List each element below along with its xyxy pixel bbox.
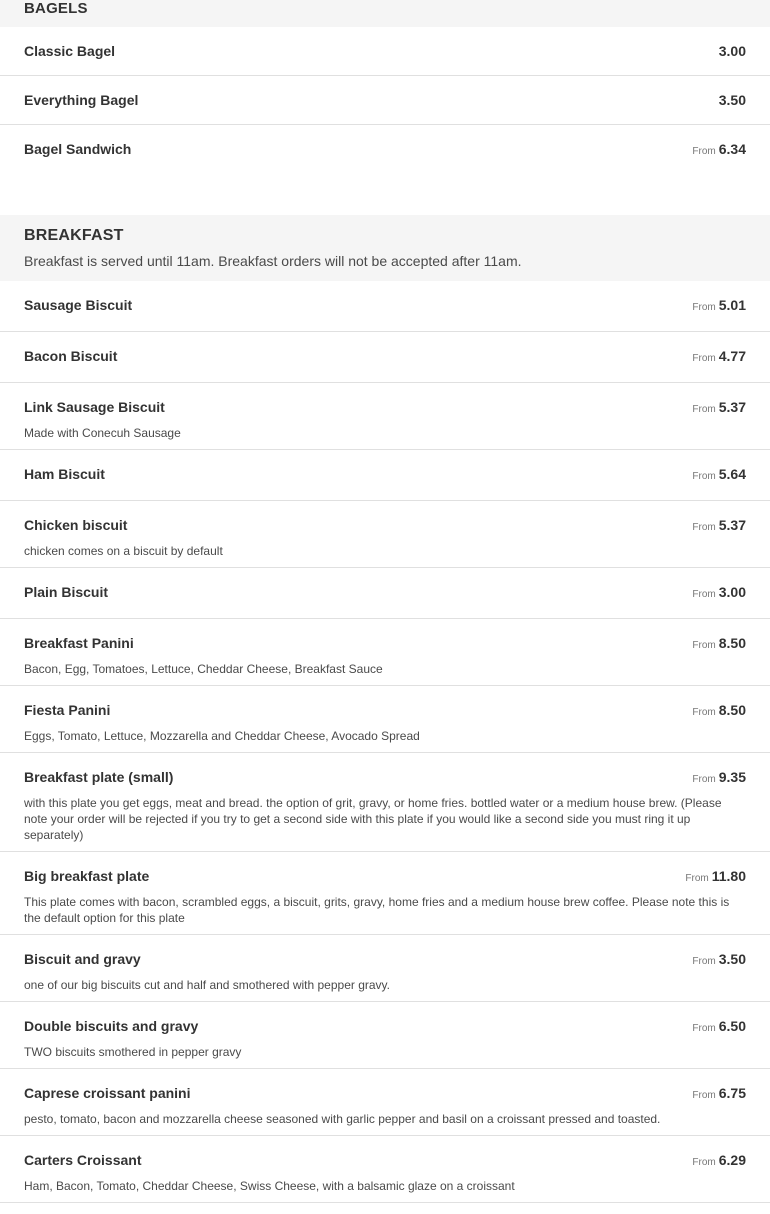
item-price <box>692 769 746 787</box>
menu-item[interactable] <box>0 76 770 125</box>
item-name: Caprese croissant panini <box>24 1085 191 1101</box>
menu-item[interactable] <box>0 125 770 215</box>
item-name: Biscuit and gravy <box>24 951 141 967</box>
menu-item-list <box>0 281 770 1203</box>
item-price <box>692 517 746 535</box>
menu-item[interactable] <box>0 332 770 383</box>
menu-item[interactable] <box>0 619 770 686</box>
item-name: Link Sausage Biscuit <box>24 399 165 415</box>
item-price <box>692 348 746 366</box>
item-price <box>692 399 746 417</box>
item-price <box>692 297 746 315</box>
item-price <box>685 868 746 886</box>
from-label: From <box>692 302 716 313</box>
menu-item[interactable] <box>0 686 770 753</box>
item-name: Sausage Biscuit <box>24 297 133 313</box>
price-value: 3.00 <box>718 43 746 59</box>
from-label: From <box>692 956 716 967</box>
price-value: 6.34 <box>718 141 746 157</box>
item-description: This plate comes with bacon, scrambled eggs, a biscuit, grits, gravy, home fries and a medium house brew coffee. Please note this is the default option for this plate <box>24 895 730 925</box>
item-name: Big breakfast plate <box>24 868 150 884</box>
menu-item[interactable] <box>0 753 770 852</box>
item-description: Eggs, Tomato, Lettuce, Mozzarella and Cheddar Cheese, Avocado Spread <box>24 729 420 743</box>
item-name: Chicken biscuit <box>24 517 128 533</box>
item-name: Ham Biscuit <box>24 466 105 482</box>
menu-item[interactable] <box>0 501 770 568</box>
price-value: 5.37 <box>718 517 746 533</box>
price-value: 6.29 <box>718 1152 746 1168</box>
item-price <box>692 635 746 653</box>
price-value: 11.80 <box>711 868 746 884</box>
item-description: Ham, Bacon, Tomato, Cheddar Cheese, Swiss Cheese, with a balsamic glaze on a croissant <box>24 1179 515 1193</box>
menu-item-list <box>0 27 770 215</box>
menu-item[interactable] <box>0 1002 770 1069</box>
item-price <box>692 951 746 969</box>
item-price <box>692 584 746 602</box>
item-description: pesto, tomato, bacon and mozzarella cheese seasoned with garlic pepper and basil on a croissant pressed and toasted. <box>24 1112 661 1126</box>
from-label: From <box>692 522 716 533</box>
price-value: 5.01 <box>718 297 746 313</box>
item-name: Classic Bagel <box>24 43 116 59</box>
from-label: From <box>685 873 709 884</box>
price-value: 3.00 <box>718 584 746 600</box>
item-price <box>719 43 746 61</box>
menu-item[interactable] <box>0 935 770 1002</box>
item-name: Double biscuits and gravy <box>24 1018 199 1034</box>
price-value: 3.50 <box>718 92 746 108</box>
price-value: 5.37 <box>718 399 746 415</box>
item-description: chicken comes on a biscuit by default <box>24 544 223 558</box>
item-description: TWO biscuits smothered in pepper gravy <box>24 1045 242 1059</box>
menu-item[interactable] <box>0 1069 770 1136</box>
section-title: BAGELS <box>24 0 88 17</box>
item-price <box>692 702 746 720</box>
menu-item[interactable] <box>0 1136 770 1203</box>
item-price <box>719 92 746 110</box>
price-value: 8.50 <box>718 635 746 651</box>
from-label: From <box>692 640 716 651</box>
from-label: From <box>692 1023 716 1034</box>
from-label: From <box>692 589 716 600</box>
item-name: Everything Bagel <box>24 92 139 108</box>
item-description: Bacon, Egg, Tomatoes, Lettuce, Cheddar Cheese, Breakfast Sauce <box>24 662 383 676</box>
from-label: From <box>692 353 716 364</box>
section-header-breakfast <box>0 215 770 281</box>
item-price <box>692 1152 746 1170</box>
from-label: From <box>692 146 716 157</box>
item-price <box>692 466 746 484</box>
price-value: 3.50 <box>718 951 746 967</box>
item-price <box>692 141 746 159</box>
price-value: 4.77 <box>718 348 746 364</box>
menu-item[interactable] <box>0 852 770 935</box>
item-description: with this plate you get eggs, meat and bread. the option of grit, gravy, or home fries. bottled water or a medium house brew. (Please note your order will be rejected if you try to get a second side with this plate if you would like a second side you must ring it up separately) <box>24 796 722 842</box>
menu-item[interactable] <box>0 27 770 76</box>
item-price <box>692 1018 746 1036</box>
item-name: Plain Biscuit <box>24 584 109 600</box>
price-value: 6.50 <box>718 1018 746 1034</box>
menu-item[interactable] <box>0 383 770 450</box>
from-label: From <box>692 774 716 785</box>
price-value: 8.50 <box>718 702 746 718</box>
item-name: Fiesta Panini <box>24 702 111 718</box>
menu-item[interactable] <box>0 450 770 501</box>
from-label: From <box>692 707 716 718</box>
from-label: From <box>692 404 716 415</box>
item-description: Made with Conecuh Sausage <box>24 426 181 440</box>
item-name: Bacon Biscuit <box>24 348 118 364</box>
menu-item[interactable] <box>0 281 770 332</box>
menu-item[interactable] <box>0 568 770 619</box>
from-label: From <box>692 1090 716 1101</box>
item-price <box>692 1085 746 1103</box>
item-name: Breakfast plate (small) <box>24 769 174 785</box>
price-value: 6.75 <box>718 1085 746 1101</box>
from-label: From <box>692 471 716 482</box>
item-name: Bagel Sandwich <box>24 141 132 157</box>
item-name: Breakfast Panini <box>24 635 134 651</box>
section-title: BREAKFAST <box>24 227 124 244</box>
item-name: Carters Croissant <box>24 1152 142 1168</box>
price-value: 5.64 <box>718 466 746 482</box>
section-description: Breakfast is served until 11am. Breakfast orders will not be accepted after 11am. <box>24 253 522 269</box>
from-label: From <box>692 1157 716 1168</box>
section-header-bagels <box>0 0 770 27</box>
item-description: one of our big biscuits cut and half and smothered with pepper gravy. <box>24 978 390 992</box>
price-value: 9.35 <box>718 769 746 785</box>
